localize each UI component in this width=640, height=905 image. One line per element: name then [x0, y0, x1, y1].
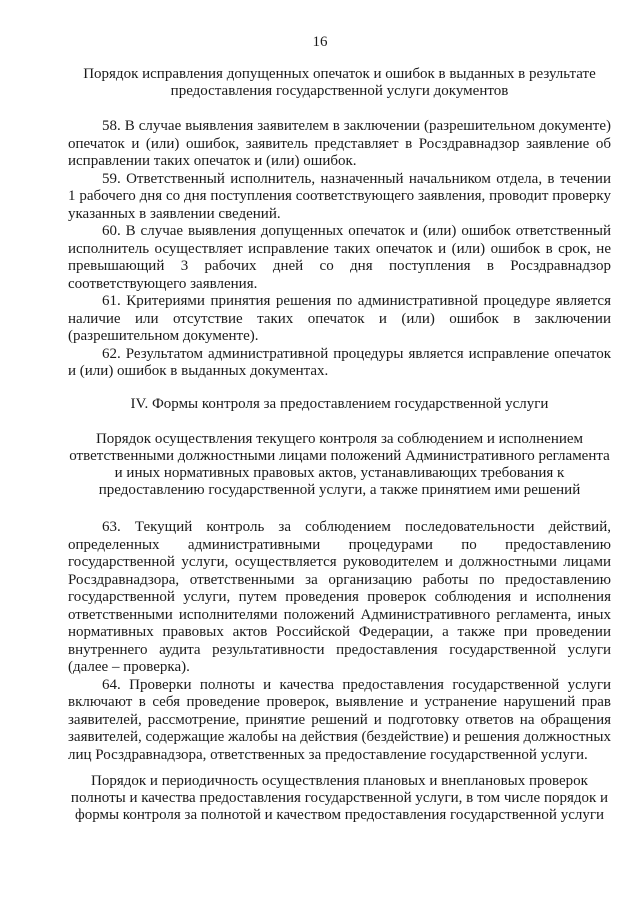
- section-iv-title-wrap: [68, 396, 611, 413]
- section-corrections: [68, 66, 611, 100]
- paragraph-64: 64. Проверки полноты и качества предоставления государственной услуги включают в себя проведение проверок, выявление и устранение нарушений прав заявителей, рассмотрение, принятие решений и подготовку ответов на обращения заявителей, содержащие жалобы на действия (бездействие) и решения должностных лиц Росздравнадзора, ответственных за предоставление государственной услуги.: [68, 676, 611, 763]
- paragraph-58: 58. В случае выявления заявителем в заключении (разрешительном документе) опечаток и (или) ошибок, заявитель представляет в Росздравнадзор заявление об исправлении таких опечаток и (или) ошибок.: [68, 118, 611, 169]
- section-heading-corrections: Порядок исправления допущенных опечаток и ошибок в выданных в результате предоставления государственной услуги документов: [83, 66, 596, 99]
- page-number: 16: [312, 34, 328, 50]
- paragraph-60: 60. В случае выявления допущенных опечаток и (или) ошибок ответственный исполнитель осуществляет исправление таких опечаток и (или) ошибок в срок, не превышающий 3 рабочих дней со дня поступления в Росздравнадзор соответствующего заявления.: [68, 223, 611, 292]
- section-iv-title: IV. Формы контроля за предоставлением государственной услуги: [130, 396, 549, 412]
- section-iv-subheading2: Порядок и периодичность осуществления плановых и внеплановых проверок полноты и качества предоставления государственной услуги, в том числе порядок и формы контроля за полнотой и качеством предоставления государственной услуги: [70, 773, 609, 823]
- section-iv-subheading: Порядок осуществления текущего контроля за соблюдением и исполнением ответственными должностными лицами положений Административного регламента и иных нормативных правовых актов, устанавливающих требования к предоставлению государственной услуги, а также принятием ими решений: [69, 431, 610, 498]
- paragraph-63: 63. Текущий контроль за соблюдением последовательности действий, определенных административными процедурами по предоставлению государственной услуги, осуществляется руководителем и должностными лицами Росздравнадзора, ответственными за организацию работы по предоставлению государственной услуги, путем проведения проверок соблюдения и исполнения ответственными исполнителями положений Административного регламента, иных нормативных правовых актов Российской Федерации, а также при проведении внутреннего аудита результативности предоставления государственной услуги (далее – проверка).: [68, 519, 611, 675]
- control-paragraphs: [68, 519, 611, 764]
- section-iv-subheading2-wrap: [68, 773, 611, 824]
- section-iv-subheading-wrap: [68, 431, 611, 499]
- paragraph-61: 61. Критериями принятия решения по административной процедуре является наличие или отсутствие таких опечаток и (или) ошибок в заключении (разрешительном документе).: [68, 293, 611, 344]
- paragraph-59: 59. Ответственный исполнитель, назначенный начальником отдела, в течении 1 рабочего дня со дня поступления соответствующего заявления, проводит проверку указанных в заявлении сведений.: [68, 170, 611, 222]
- paragraph-62: 62. Результатом административной процедуры является исправление опечаток и (или) ошибок в выданных документах.: [68, 345, 611, 379]
- corrections-paragraphs: [68, 118, 611, 381]
